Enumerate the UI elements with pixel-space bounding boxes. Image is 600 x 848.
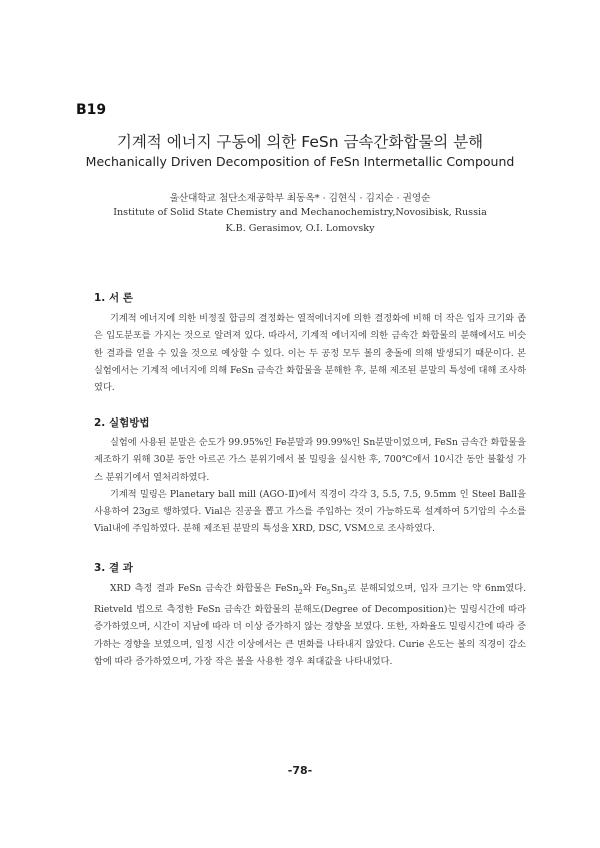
method-paragraph-1: 실험에 사용된 분말은 순도가 99.95%인 Fe분말과 99.99%인 Sn분말이었으며, FeSn 금속간 화합물을 제조하기 위해 30분 동안 아르곤 가스 분위기에서 볼 밀링을 실시한 후, 700℃에서 10시간 동안 불활성 가스 분위기에서 열처리하였다. — [94, 437, 526, 483]
section-heading-intro: 1. 서 론 — [94, 292, 133, 304]
results-text-c: Sn — [330, 583, 344, 594]
title-english: Mechanically Driven Decomposition of FeSn Intermetallic Compound — [85, 154, 515, 169]
section-body-results — [94, 580, 526, 670]
results-text-b: 와 Fe — [302, 583, 327, 594]
page-number: -78- — [287, 764, 313, 777]
section-heading-results: 3. 결 과 — [94, 562, 133, 574]
abstract-code: B19 — [76, 102, 107, 118]
section-body-method — [94, 434, 526, 538]
author-affiliation: Institute of Solid State Chemistry and Mechanochemistry,Novosibisk, Russia — [113, 207, 487, 218]
method-paragraph-2: 기계적 밀링은 Planetary ball mill (AGO-Ⅱ)에서 직경이 각각 3, 5.5, 7.5, 9.5mm 인 Steel Ball을 사용하여 23g로 행하였다. Vial은 진공을 뽑고 가스를 주입하는 것이 가능하도록 설계하여 5기압의 수소를 Vial내에 주입하였다. 분해 제조된 분말의 특성을 XRD, DSC, VSM으로 조사하였다. — [94, 488, 526, 535]
results-sub-c: 3 — [343, 587, 348, 596]
results-paragraph — [94, 580, 526, 670]
results-sub-a: 2 — [298, 587, 303, 596]
results-text-d: 로 분해되었으며, 입자 크기는 약 6nm였다. Rietveld 법으로 측정한 FeSn 금속간 화합물의 분해도(Degree of Decomposition)는 밀링시간에 따라 증가하였으며, 시간이 지남에 따라 더 이상 증가하지 않는 경향을 보였다. 또한, 자화율도 밀링시간에 따라 증가하는 경향을 보였으며, 일정 시간 이상에서는 큰 변화를 나타내지 않았다. Curie 온도는 볼의 직경이 감소함에 따라 증가하였으며, 가장 작은 볼을 사용한 경우 최대값을 나타내었다. — [94, 583, 527, 668]
intro-paragraph: 기계적 에너지에 의한 비정질 합금의 결정화는 열적에너지에 의한 결정화에 비해 더 작은 입자 크기와 좁은 입도분포를 가지는 것으로 알려져 있다. 따라서, 기계적 에너지에 의한 금속간 화합물의 분해에서도 비슷한 결과를 얻을 수 있을 것으로 예상할 수 있다. 이는 두 공정 모두 볼의 충돌에 의해 발생되기 때문이다. 본 실험에서는 기계적 에너지에 의해 FeSn 금속간 화합물을 분해한 후, 분해 제조된 분말의 특성에 대해 조사하였다. — [94, 313, 526, 394]
results-sub-b: 5 — [326, 587, 331, 596]
section-body-intro — [94, 310, 526, 396]
author-line-korean: 울산대학교 첨단소재공학부 최동옥* · 김현식 · 김지순 · 권영순 — [169, 193, 431, 204]
title-korean: 기계적 에너지 구동에 의한 FeSn 금속간화합물의 분해 — [116, 133, 484, 151]
author-line-english: K.B. Gerasimov, O.I. Lomovsky — [225, 223, 375, 234]
results-text-a: XRD 측정 결과 FeSn 금속간 화합물은 FeSn — [110, 583, 299, 594]
section-heading-method: 2. 실험방법 — [94, 417, 150, 429]
